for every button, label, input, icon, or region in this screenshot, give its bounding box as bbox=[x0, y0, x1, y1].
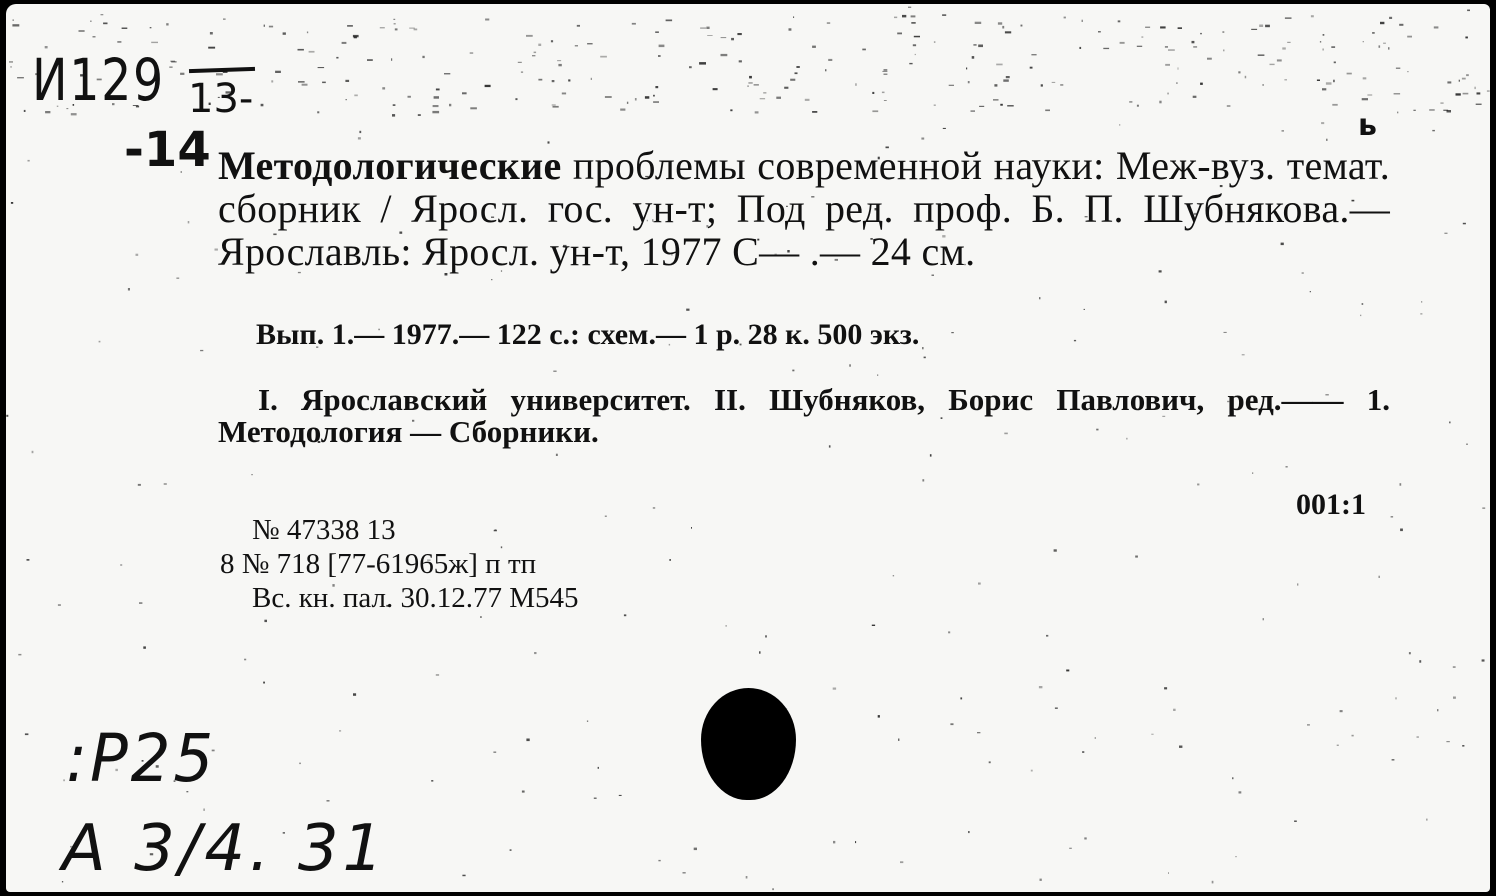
book-chamber-line: Вс. кн. пал. 30.12.77 М545 bbox=[252, 582, 579, 614]
title-heading: Методологические bbox=[218, 143, 562, 188]
subject-tracings: I. Ярославский университет. II. Шубняков, Борис Павлович, ред.—— 1. Методология — Сборники. bbox=[218, 382, 1390, 449]
corner-mark: ь bbox=[1358, 108, 1377, 143]
handwritten-code-1: :Р25 bbox=[66, 720, 217, 797]
handwritten-code-2: А 3/4. 31 bbox=[62, 812, 388, 886]
udc-index: 001:1 bbox=[1296, 488, 1366, 521]
issue-details: Вып. 1.— 1977.— 122 с.: схем.— 1 р. 28 к. 500 экз. bbox=[256, 318, 920, 351]
shelfmark-main: И129 bbox=[32, 46, 165, 114]
order-number: 8 № 718 [77-61965ж] п тп bbox=[220, 548, 537, 580]
registration-number: № 47338 13 bbox=[252, 514, 396, 546]
catalog-card bbox=[6, 4, 1490, 892]
shelfmark-fraction-denominator: 13- bbox=[188, 76, 254, 122]
bibliographic-title bbox=[218, 144, 1390, 273]
punch-hole bbox=[701, 688, 796, 800]
shelfmark-continuation: -14 bbox=[124, 122, 211, 178]
title-description: проблемы современной науки: Меж-вуз. темат. сборник / Яросл. гос. ун-т; Под ред. проф. Б. П. Шубнякова.— Ярославль: Яросл. ун-т, 1977 С— .— 24 см. bbox=[218, 143, 1390, 274]
